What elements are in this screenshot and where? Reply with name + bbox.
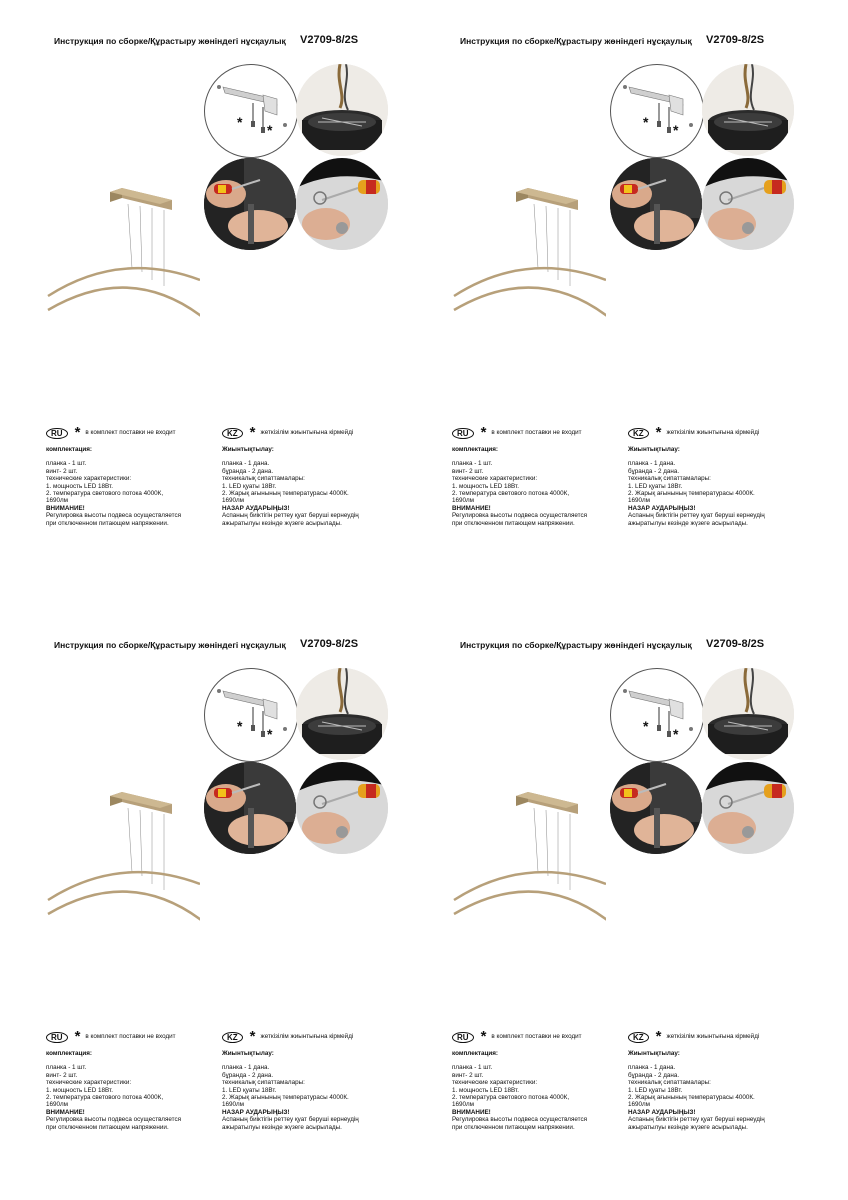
ru-badge: RU: [452, 428, 474, 439]
ru-spec-line: 2. температура светового потока 4000К,: [452, 1094, 570, 1102]
ru-spec-heading: технические характеристики:: [452, 1079, 538, 1087]
ru-spec-line: 1. мощность LED 18Вт.: [46, 482, 113, 490]
ru-warning-heading: ВНИМАНИЕ!: [452, 1108, 491, 1116]
ru-kit-heading: комплектация:: [46, 1050, 92, 1057]
kz-spec-line: 1. LED қуаты 18Вт.: [628, 1086, 683, 1094]
doc-title: Инструкция по сборке/Құрастыру жөніндегі нұсқаулық: [54, 640, 286, 650]
ru-warning-line: Регулировка высоты подвеса осуществляется: [46, 1116, 182, 1124]
ru-section: [46, 1030, 216, 1131]
kz-warning-heading: НАЗАР АУДАРЫҢЫЗ!: [222, 1108, 290, 1116]
ru-kit-line: планка - 1 шт.: [46, 460, 87, 468]
kz-warning-line: ажыратылуы кезінде жүзеге асырылады.: [628, 1123, 748, 1131]
ru-not-included: в комплект поставки не входит: [85, 1033, 176, 1041]
kz-spec-line: 1690лм: [222, 1101, 245, 1109]
kz-not-included: жеткізілім жиынтығына кірмейді: [666, 1033, 760, 1041]
star-marker: *: [673, 726, 679, 742]
kz-spec-heading: техникалық сипаттамалары:: [628, 1079, 711, 1087]
ru-kit-line: планка - 1 шт.: [452, 460, 493, 468]
star-marker: *: [655, 1028, 662, 1045]
star-marker: *: [643, 718, 649, 734]
canopy-wires-photo: [702, 64, 794, 156]
kz-kit-heading: Жиынтықтылау:: [628, 446, 680, 453]
ru-badge: RU: [46, 428, 68, 439]
ru-spec-line: 1. мощность LED 18Вт.: [452, 482, 519, 490]
ru-spec-heading: технические характеристики:: [46, 1079, 132, 1087]
instruction-panel-3: [0, 604, 420, 1200]
kz-warning-line: ажыратылуы кезінде жүзеге асырылады.: [222, 1123, 342, 1131]
pendant-lamp-illustration: [446, 784, 606, 924]
star-marker: *: [237, 718, 243, 734]
kz-kit-line: планка - 1 дана.: [222, 1064, 270, 1072]
ru-kit-line: планка - 1 шт.: [452, 1064, 493, 1072]
ru-not-included: в комплект поставки не входит: [491, 429, 582, 437]
ru-section: [46, 426, 216, 527]
kz-warning-line: Аспаның биіктігін реттеу қуат беруші кернеудің: [222, 1116, 359, 1124]
hook-screwdriver-photo: [702, 158, 794, 250]
kz-kit-heading: Жиынтықтылау:: [628, 1050, 680, 1057]
ru-warning-line: при отключенном питающем напряжении.: [46, 1123, 169, 1131]
hook-screwdriver-photo: [296, 158, 388, 250]
kz-spec-line: 1690лм: [222, 497, 245, 505]
screwdriver-hand-photo: [204, 158, 296, 250]
ru-warning-line: при отключенном питающем напряжении.: [452, 1123, 575, 1131]
ru-spec-line: 2. температура светового потока 4000К,: [46, 1094, 164, 1102]
ru-kit-line: винт- 2 шт.: [46, 467, 78, 475]
screwdriver-hand-photo: [610, 762, 702, 854]
kz-spec-heading: техникалық сипаттамалары:: [222, 1079, 305, 1087]
kz-warning-heading: НАЗАР АУДАРЫҢЫЗ!: [628, 504, 696, 512]
kz-warning-line: Аспаның биіктігін реттеу қуат беруші кернеудің: [222, 512, 359, 520]
kz-warning-line: Аспаның биіктігін реттеу қуат беруші кернеудің: [628, 1116, 765, 1124]
doc-title: Инструкция по сборке/Құрастыру жөніндегі нұсқаулық: [460, 36, 692, 46]
kz-section: [222, 1030, 412, 1131]
kz-kit-line: бұранда - 2 дана.: [628, 1071, 680, 1079]
ru-section: [452, 426, 622, 527]
kz-kit-line: планка - 1 дана.: [628, 1064, 676, 1072]
kz-spec-line: 2. Жарық ағынының температурасы 4000К.: [628, 1094, 755, 1102]
pendant-lamp-illustration: [40, 784, 200, 924]
kz-kit-line: планка - 1 дана.: [222, 460, 270, 468]
canopy-wires-photo: [296, 668, 388, 760]
kz-warning-line: Аспаның биіктігін реттеу қуат беруші кернеудің: [628, 512, 765, 520]
ru-not-included: в комплект поставки не входит: [491, 1033, 582, 1041]
kz-kit-line: бұранда - 2 дана.: [222, 1071, 274, 1079]
bracket-screw-diagram: [204, 668, 298, 762]
bracket-screw-diagram: [204, 64, 298, 158]
kz-spec-line: 1690лм: [628, 497, 651, 505]
kz-kit-heading: Жиынтықтылау:: [222, 1050, 274, 1057]
kz-not-included: жеткізілім жиынтығына кірмейді: [666, 429, 760, 437]
kz-badge: KZ: [628, 428, 649, 439]
ru-spec-line: 1690лм: [452, 1101, 475, 1109]
pendant-lamp-illustration: [446, 180, 606, 320]
bracket-screw-diagram: [610, 64, 704, 158]
model-number: V2709-8/2S: [706, 34, 765, 46]
canopy-wires-photo: [296, 64, 388, 156]
ru-kit-heading: комплектация:: [452, 1050, 498, 1057]
kz-spec-line: 2. Жарық ағынының температурасы 4000К.: [628, 490, 755, 498]
ru-not-included: в комплект поставки не входит: [85, 429, 176, 437]
kz-spec-heading: техникалық сипаттамалары:: [222, 475, 305, 483]
star-marker: *: [74, 1028, 81, 1045]
kz-spec-line: 1. LED қуаты 18Вт.: [222, 482, 277, 490]
ru-kit-line: винт- 2 шт.: [452, 1071, 484, 1079]
model-number: V2709-8/2S: [300, 638, 359, 650]
star-marker: *: [249, 424, 256, 441]
ru-spec-line: 1690лм: [452, 497, 475, 505]
star-marker: *: [655, 424, 662, 441]
ru-kit-line: винт- 2 шт.: [46, 1071, 78, 1079]
star-marker: *: [267, 122, 273, 138]
ru-badge: RU: [452, 1032, 474, 1043]
ru-spec-line: 1. мощность LED 18Вт.: [452, 1086, 519, 1094]
instruction-panel-4: [406, 604, 826, 1200]
ru-spec-line: 2. температура светового потока 4000К,: [452, 490, 570, 498]
kz-warning-line: ажыратылуы кезінде жүзеге асырылады.: [628, 519, 748, 527]
ru-kit-line: винт- 2 шт.: [452, 467, 484, 475]
star-marker: *: [480, 424, 487, 441]
model-number: V2709-8/2S: [300, 34, 359, 46]
star-marker: *: [74, 424, 81, 441]
screwdriver-hand-photo: [204, 762, 296, 854]
kz-not-included: жеткізілім жиынтығына кірмейді: [260, 429, 354, 437]
ru-kit-heading: комплектация:: [452, 446, 498, 453]
kz-kit-heading: Жиынтықтылау:: [222, 446, 274, 453]
kz-warning-heading: НАЗАР АУДАРЫҢЫЗ!: [628, 1108, 696, 1116]
kz-kit-line: бұранда - 2 дана.: [222, 467, 274, 475]
ru-spec-heading: технические характеристики:: [46, 475, 132, 483]
star-marker: *: [237, 114, 243, 130]
kz-badge: KZ: [628, 1032, 649, 1043]
kz-spec-line: 1. LED қуаты 18Вт.: [222, 1086, 277, 1094]
ru-section: [452, 1030, 622, 1131]
kz-not-included: жеткізілім жиынтығына кірмейді: [260, 1033, 354, 1041]
ru-badge: RU: [46, 1032, 68, 1043]
kz-badge: KZ: [222, 428, 243, 439]
screwdriver-hand-photo: [610, 158, 702, 250]
kz-warning-line: ажыратылуы кезінде жүзеге асырылады.: [222, 519, 342, 527]
star-marker: *: [249, 1028, 256, 1045]
kz-warning-heading: НАЗАР АУДАРЫҢЫЗ!: [222, 504, 290, 512]
ru-spec-heading: технические характеристики:: [452, 475, 538, 483]
kz-kit-line: бұранда - 2 дана.: [628, 467, 680, 475]
kz-spec-line: 1690лм: [628, 1101, 651, 1109]
kz-spec-line: 2. Жарық ағынының температурасы 4000К.: [222, 490, 349, 498]
ru-warning-line: Регулировка высоты подвеса осуществляется: [452, 1116, 588, 1124]
instruction-panel-2: [406, 0, 826, 596]
ru-warning-line: при отключенном питающем напряжении.: [46, 519, 169, 527]
kz-section: [628, 426, 818, 527]
star-marker: *: [673, 122, 679, 138]
kz-kit-line: планка - 1 дана.: [628, 460, 676, 468]
hook-screwdriver-photo: [702, 762, 794, 854]
instruction-panel-1: [0, 0, 420, 596]
bracket-screw-diagram: [610, 668, 704, 762]
ru-spec-line: 2. температура светового потока 4000К,: [46, 490, 164, 498]
ru-warning-line: при отключенном питающем напряжении.: [452, 519, 575, 527]
kz-section: [222, 426, 412, 527]
ru-warning-line: Регулировка высоты подвеса осуществляется: [46, 512, 182, 520]
ru-warning-line: Регулировка высоты подвеса осуществляется: [452, 512, 588, 520]
kz-spec-line: 1. LED қуаты 18Вт.: [628, 482, 683, 490]
kz-spec-heading: техникалық сипаттамалары:: [628, 475, 711, 483]
ru-spec-line: 1. мощность LED 18Вт.: [46, 1086, 113, 1094]
doc-title: Инструкция по сборке/Құрастыру жөніндегі нұсқаулық: [54, 36, 286, 46]
star-marker: *: [480, 1028, 487, 1045]
doc-title: Инструкция по сборке/Құрастыру жөніндегі нұсқаулық: [460, 640, 692, 650]
pendant-lamp-illustration: [40, 180, 200, 320]
star-marker: *: [643, 114, 649, 130]
ru-spec-line: 1690лм: [46, 1101, 69, 1109]
ru-warning-heading: ВНИМАНИЕ!: [452, 504, 491, 512]
kz-section: [628, 1030, 818, 1131]
ru-warning-heading: ВНИМАНИЕ!: [46, 1108, 85, 1116]
hook-screwdriver-photo: [296, 762, 388, 854]
canopy-wires-photo: [702, 668, 794, 760]
kz-spec-line: 2. Жарық ағынының температурасы 4000К.: [222, 1094, 349, 1102]
ru-kit-heading: комплектация:: [46, 446, 92, 453]
ru-spec-line: 1690лм: [46, 497, 69, 505]
model-number: V2709-8/2S: [706, 638, 765, 650]
kz-badge: KZ: [222, 1032, 243, 1043]
ru-kit-line: планка - 1 шт.: [46, 1064, 87, 1072]
ru-warning-heading: ВНИМАНИЕ!: [46, 504, 85, 512]
star-marker: *: [267, 726, 273, 742]
